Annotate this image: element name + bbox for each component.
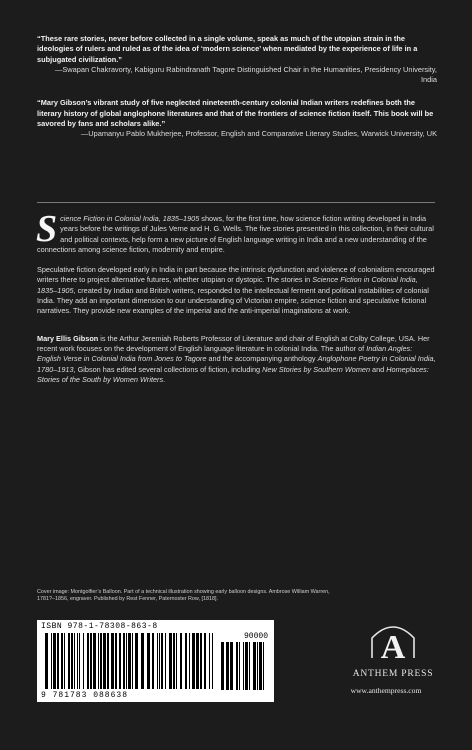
description-text: shows, for the first time, how science fiction writing developed in India years before the writings of Jules Verne and H. G. Wells. The five stories presented in this collection, in their cultural and political contexts, help form a new picture of English language writing in India and a new understanding of the connections among science fiction, modernity and empire. xyxy=(37,214,434,254)
description-text: , created by Indian and British writers, responded to the intellectual ferment and political instabilities of colonial India. They add an important dimension to our understanding of Victorian empire, science fiction and speculative fictional narratives. They provide new examples of the imperial and the anti-imperial imaginations at work. xyxy=(37,285,429,316)
description-paragraph-1 xyxy=(36,208,437,255)
publisher-url[interactable]: www.anthempress.com xyxy=(350,686,422,695)
book-title: New Stories by Southern Women xyxy=(262,364,371,374)
book-title: Anglophone Poetry in Colonial India, 1780–1913 xyxy=(37,354,436,374)
price-code: 90000 xyxy=(243,632,268,641)
quote-attribution: —Swapan Chakravorty, Kabiguru Rabindranath Tagore Distinguished Chair in the Humanities, Presidency University, India xyxy=(54,64,437,85)
bio-text: and the accompanying anthology xyxy=(206,354,318,364)
divider xyxy=(37,202,435,203)
endorsements xyxy=(37,34,437,153)
isbn-barcode xyxy=(37,620,274,702)
bio-text: . xyxy=(163,374,166,384)
author-bio xyxy=(37,334,437,385)
quote-attribution: —Upamanyu Pablo Mukherjee, Professor, English and Comparative Literary Studies, Warwick University, UK xyxy=(80,129,437,139)
anthem-press-logo xyxy=(352,618,434,682)
bio-text: , Gibson has edited several collections of fiction, including xyxy=(73,364,263,374)
barcode-bars xyxy=(45,633,213,689)
book-title: Indian Angles: English Verse in Colonial India from Jones to Tagore xyxy=(37,343,413,364)
book-description xyxy=(36,208,437,395)
logo-letter: A xyxy=(380,629,406,666)
description-paragraph-2 xyxy=(37,265,437,316)
endorsement-1 xyxy=(37,34,437,85)
quote-text: “Mary Gibson’s vibrant study of five neglected nineteenth-century colonial Indian writers redefines both the literary history of global anglophone literatures and that of the frontiers of science fiction itself. This book will be savored by fans and scholars alike.” xyxy=(37,98,434,129)
price-barcode-bars xyxy=(221,642,267,690)
book-title: Homeplaces: Stories of the South by Women Writers xyxy=(37,364,429,384)
isbn-label: ISBN 978-1-78308-863-8 xyxy=(41,622,158,631)
description-text: Speculative fiction developed early in India in part because the intrinsic dysfunction and violence of colonialism encouraged writers there to project alternative futures, whether utopian or dystopic. The stories in xyxy=(37,265,435,285)
logo-wordmark: ANTHEM PRESS xyxy=(352,669,434,679)
quote-text: “These rare stories, never before collected in a single volume, speak as much of the utopian strain in the ideologies of rulers and ruled as of the idea of ‘modern science’ when mediated by the experience of life in a subjugated civilization.” xyxy=(37,34,418,64)
barcode-digits: 9 781783 088638 xyxy=(41,691,129,700)
book-title: Science Fiction in Colonial India, 1835–1905 xyxy=(37,275,418,295)
endorsement-2 xyxy=(37,98,437,139)
drop-cap: S xyxy=(36,208,58,250)
bio-text: and xyxy=(370,364,387,374)
book-title: cience Fiction in Colonial India, 1835–1905 xyxy=(60,214,200,223)
author-name: Mary Ellis Gibson xyxy=(37,333,99,343)
cover-image-credit: Cover image: Montgolfier’s Balloon. Part of a technical illustration showing early balloon designs. Ambrose William Warren, 1781?–1856, engraver. Published by Rest Fenner, Paternoster Row, [1818]. xyxy=(37,589,330,603)
bio-text: is the Arthur Jeremiah Roberts Professor of Literature and chair of English at Colby College, USA. Her recent work focuses on the development of English language literature in colonial India. The author of xyxy=(37,333,430,353)
